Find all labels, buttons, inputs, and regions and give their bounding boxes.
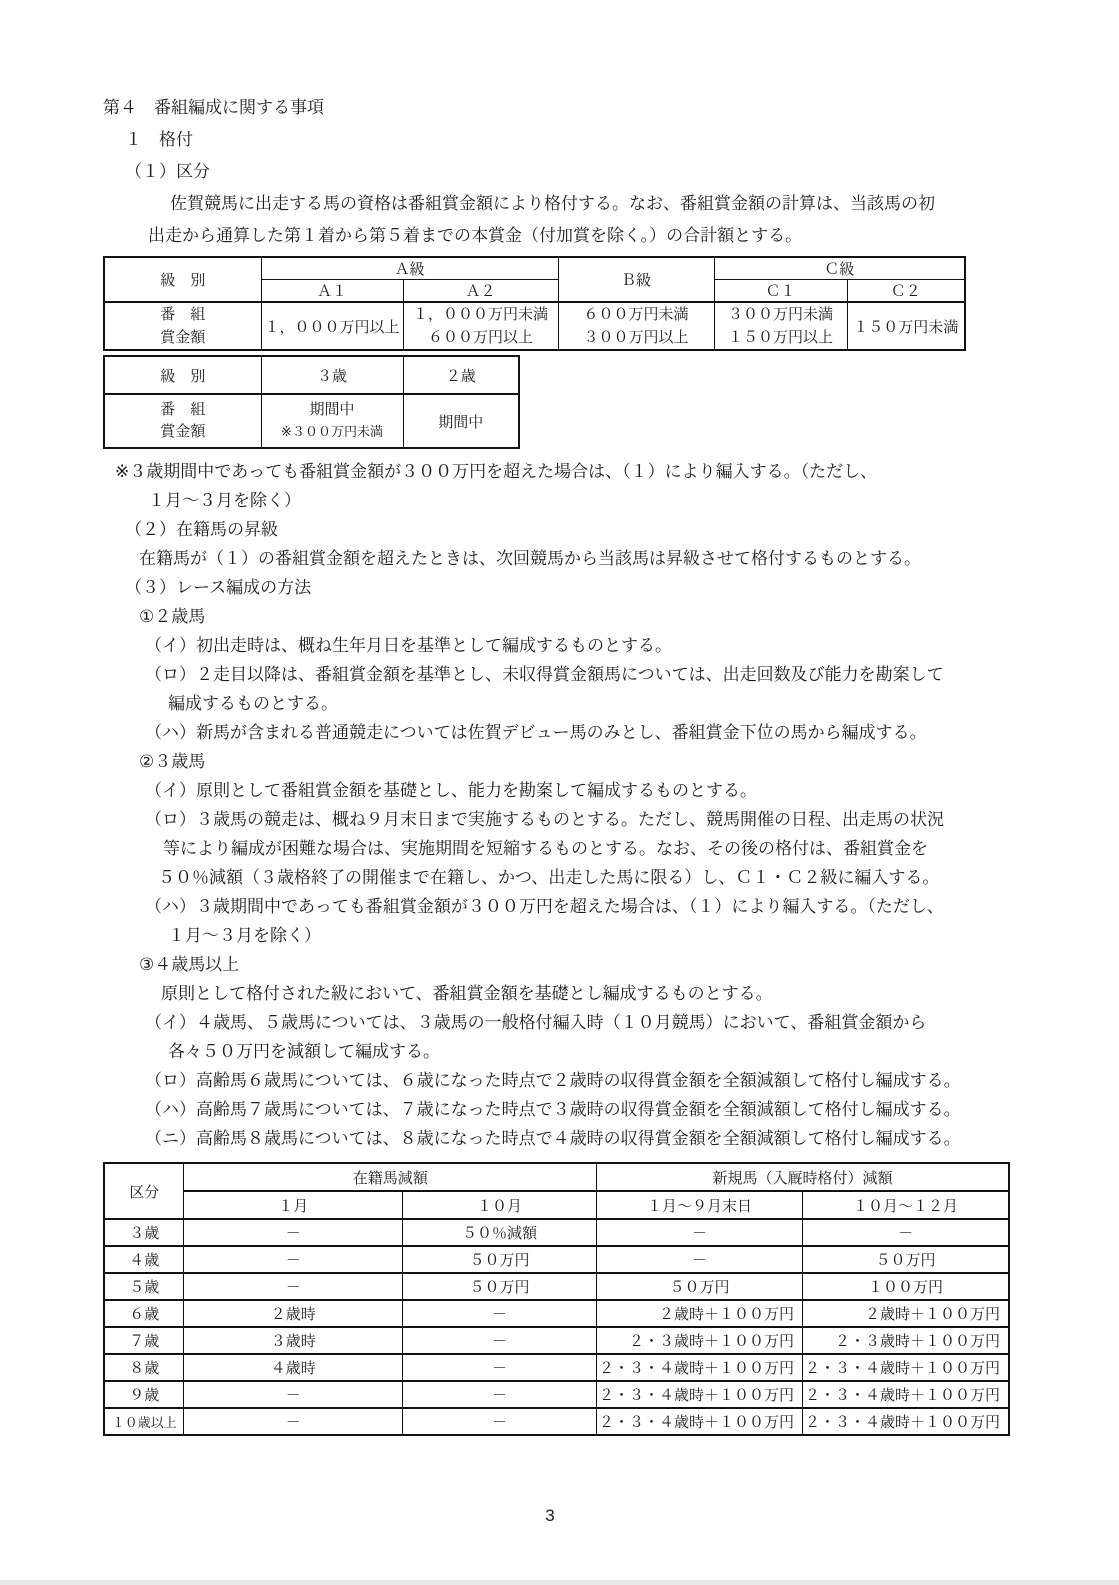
text-line: 各々５０万円を減額して編成する。 (168, 1042, 440, 1061)
grade-table-header-row-1 (104, 257, 965, 280)
grade-table-value-row (104, 302, 965, 350)
reduction-value-cell: ５０万円 (403, 1273, 597, 1300)
reduction-value-cell: ４歳時 (184, 1354, 403, 1381)
reduction-value-cell: ５０％減額 (403, 1219, 597, 1246)
text-line: ②３歳馬 (139, 752, 206, 771)
reduction-value-cell: － (802, 1219, 1009, 1246)
age-value-3yo-line2: ※３００万円未満 (281, 424, 383, 439)
grade-group-b-cell: Ｂ級 (558, 257, 714, 302)
reduction-value-cell: ２・３・４歳時＋１００万円 (802, 1381, 1009, 1408)
text-line: １月～３月を除く） (148, 491, 301, 510)
reduction-row-label: ９歳 (104, 1381, 184, 1408)
grade-sub-a2-cell: Ａ２ (403, 280, 558, 303)
reduction-value-cell: － (184, 1219, 403, 1246)
text-line: ①２歳馬 (139, 607, 206, 626)
grade-group-c-cell: Ｃ級 (714, 257, 965, 280)
age-amount-header-line2: 賞金額 (160, 423, 206, 440)
text-line: 佐賀競馬に出走する馬の資格は番組賞金額により格付する。なお、番組賞金額の計算は、当該馬の初 (170, 194, 935, 213)
reduction-table-row (104, 1327, 1009, 1354)
reduction-value-cell: ２歳時＋１００万円 (802, 1300, 1009, 1327)
reduction-row-label: ６歳 (104, 1300, 184, 1327)
page-number: 3 (545, 1506, 555, 1525)
age-col-2yo-cell: ２歳 (403, 356, 519, 394)
reduction-table-row (104, 1354, 1009, 1381)
reduction-value-cell: ２・３歳時＋１００万円 (802, 1327, 1009, 1354)
grade-value-c1-cell (714, 302, 847, 350)
reduction-value-cell: － (403, 1300, 597, 1327)
text-line: （ロ）高齢馬６歳馬については、６歳になった時点で２歳時の収得賞金額を全額減額して格付し編成する。 (145, 1071, 961, 1090)
text-line: （ニ）高齢馬８歳馬については、８歳になった時点で４歳時の収得賞金額を全額減額して格付し編成する。 (145, 1129, 961, 1148)
grade-amount-header-line1: 番 組 (160, 306, 206, 323)
age-value-3yo-cell (261, 394, 403, 448)
reduction-value-cell: － (403, 1327, 597, 1354)
text-line: ③４歳馬以上 (139, 955, 240, 974)
text-line: （イ）４歳馬、５歳馬については、３歳馬の一般格付編入時（１０月競馬）において、番組賞金額から (145, 1013, 927, 1032)
grade-amount-header-line2: 賞金額 (160, 329, 206, 346)
age-table-value-row (104, 394, 519, 448)
reduction-row-label: ８歳 (104, 1354, 184, 1381)
reduction-table-row (104, 1273, 1009, 1300)
reduction-table-row (104, 1219, 1009, 1246)
text-line: ※３歳期間中であっても番組賞金額が３００万円を超えた場合は、（１）により編入する。（ただし、 (115, 462, 878, 481)
reduction-row-label: １０歳以上 (104, 1408, 184, 1435)
age-table-header-row (104, 356, 519, 394)
reduction-group-zaiseki-cell: 在籍馬減額 (184, 1163, 596, 1191)
reduction-value-cell: － (184, 1246, 403, 1273)
reduction-value-cell: ２歳時 (184, 1300, 403, 1327)
grade-value-a2-cell (403, 302, 558, 350)
reduction-subheader-jan-sep-cell: １月～９月末日 (596, 1191, 802, 1219)
grade-value-a2-line2: ６００万円以上 (427, 329, 533, 346)
grade-value-b-line1: ６００万円未満 (583, 306, 689, 323)
reduction-header-row-1 (104, 1163, 1009, 1191)
text-line: 在籍馬が（１）の番組賞金額を超えたときは、次回競馬から当該馬は昇級させて格付するものとする。 (139, 549, 921, 568)
reduction-subheader-jan-cell: １月 (184, 1191, 403, 1219)
age-table (103, 355, 520, 449)
reduction-value-cell: － (403, 1354, 597, 1381)
reduction-value-cell: ２歳時＋１００万円 (596, 1300, 802, 1327)
text-line: （ハ）新馬が含まれる普通競走については佐賀デビュー馬のみとし、番組賞金下位の馬から編成する。 (145, 723, 927, 742)
reduction-value-cell: － (403, 1381, 597, 1408)
reduction-header-row-2 (104, 1191, 1009, 1219)
reduction-value-cell: ２・３・４歳時＋１００万円 (596, 1381, 802, 1408)
reduction-row-label: ５歳 (104, 1273, 184, 1300)
reduction-value-cell: ２・３・４歳時＋１００万円 (802, 1354, 1009, 1381)
reduction-table-row (104, 1381, 1009, 1408)
reduction-value-cell: ２・３・４歳時＋１００万円 (596, 1408, 802, 1435)
reduction-value-cell: ５０万円 (403, 1246, 597, 1273)
text-line: （ハ）高齢馬７歳馬については、７歳になった時点で３歳時の収得賞金額を全額減額して格付し編成する。 (145, 1100, 961, 1119)
reduction-value-cell: － (184, 1408, 403, 1435)
text-line: 原則として格付された級において、番組賞金額を基礎とし編成するものとする。 (161, 984, 773, 1003)
reduction-value-cell: － (596, 1246, 802, 1273)
text-line: １ 格付 (125, 130, 193, 149)
grade-sub-c2-cell: Ｃ２ (847, 280, 965, 303)
text-line: （ハ）３歳期間中であっても番組賞金額が３００万円を超えた場合は、（１）により編入する。（ただし、 (145, 897, 944, 916)
page-edge-strip (0, 1580, 1119, 1585)
text-line: ５０％減額（３歳格終了の開催まで在籍し、かつ、出走した馬に限る）し、Ｃ１・Ｃ２級に編入する。 (158, 868, 940, 887)
age-value-2yo-cell: 期間中 (403, 394, 519, 448)
grade-value-a1-cell: １，０００万円以上 (261, 302, 403, 350)
text-line: （２）在籍馬の昇級 (125, 520, 278, 539)
body-section (103, 457, 1010, 1153)
age-class-header-cell: 級 別 (104, 356, 261, 394)
reduction-table-row (104, 1300, 1009, 1327)
grade-sub-c1-cell: Ｃ１ (714, 280, 847, 303)
reduction-group-shinki-cell: 新規馬（入厩時格付）減額 (596, 1163, 1009, 1191)
age-amount-header-cell (104, 394, 261, 448)
grade-value-b-line2: ３００万円以上 (583, 329, 689, 346)
text-line: 第４ 番組編成に関する事項 (103, 98, 324, 117)
reduction-value-cell: ２・３・４歳時＋１００万円 (802, 1408, 1009, 1435)
reduction-value-cell: １００万円 (802, 1273, 1009, 1300)
reduction-value-cell: － (184, 1273, 403, 1300)
reduction-row-label: ３歳 (104, 1219, 184, 1246)
text-line: （３）レース編成の方法 (125, 578, 312, 597)
reduction-value-cell: ３歳時 (184, 1327, 403, 1354)
age-value-3yo-line1: 期間中 (309, 401, 355, 418)
reduction-row-label: ４歳 (104, 1246, 184, 1273)
grade-value-a2-line1: １，０００万円未満 (412, 306, 548, 323)
reduction-kubun-cell: 区分 (104, 1163, 184, 1219)
reduction-value-cell: － (184, 1381, 403, 1408)
grade-group-a-cell: Ａ級 (261, 257, 558, 280)
text-line: （ロ）２走目以降は、番組賞金額を基準とし、未収得賞金額馬については、出走回数及び能力を勘案して (145, 665, 944, 684)
reduction-subheader-oct-dec-cell: １０月～１２月 (802, 1191, 1009, 1219)
grade-value-b-cell (558, 302, 714, 350)
intro-section (103, 92, 1010, 252)
text-line: 編成するものとする。 (168, 694, 338, 713)
reduction-row-label: ７歳 (104, 1327, 184, 1354)
reduction-value-cell: ５０万円 (802, 1246, 1009, 1273)
text-line: （ロ）３歳馬の競走は、概ね９月末日まで実施するものとする。ただし、競馬開催の日程、出走馬の状況 (145, 810, 944, 829)
reduction-subheader-oct-cell: １０月 (403, 1191, 597, 1219)
grade-sub-a1-cell: Ａ１ (261, 280, 403, 303)
grade-class-header-cell: 級 別 (104, 257, 261, 302)
grade-value-c1-line1: ３００万円未満 (727, 306, 833, 323)
text-line: 等により編成が困難な場合は、実施期間を短縮するものとする。なお、その後の格付は、番組賞金を (163, 839, 928, 858)
grade-table (103, 256, 966, 351)
reduction-value-cell: － (596, 1219, 802, 1246)
text-line: １月～３月を除く） (168, 926, 321, 945)
reduction-value-cell: ５０万円 (596, 1273, 802, 1300)
text-line: 出走から通算した第１着から第５着までの本賞金（付加賞を除く。）の合計額とする。 (148, 226, 803, 245)
reduction-value-cell: ２・３歳時＋１００万円 (596, 1327, 802, 1354)
text-line: （イ）原則として番組賞金額を基礎とし、能力を勘案して編成するものとする。 (145, 781, 757, 800)
age-amount-header-line1: 番 組 (160, 401, 206, 418)
text-line: （イ）初出走時は、概ね生年月日を基準として編成するものとする。 (145, 636, 672, 655)
reduction-value-cell: － (403, 1408, 597, 1435)
age-col-3yo-cell: ３歳 (261, 356, 403, 394)
reduction-table (103, 1162, 1010, 1436)
grade-value-c2-cell: １５０万円未満 (847, 302, 965, 350)
reduction-table-row (104, 1246, 1009, 1273)
reduction-table-row (104, 1408, 1009, 1435)
reduction-value-cell: ２・３・４歳時＋１００万円 (596, 1354, 802, 1381)
text-line: （１）区分 (125, 162, 210, 181)
grade-value-c1-line2: １５０万円以上 (727, 329, 833, 346)
grade-amount-header-cell (104, 302, 261, 350)
